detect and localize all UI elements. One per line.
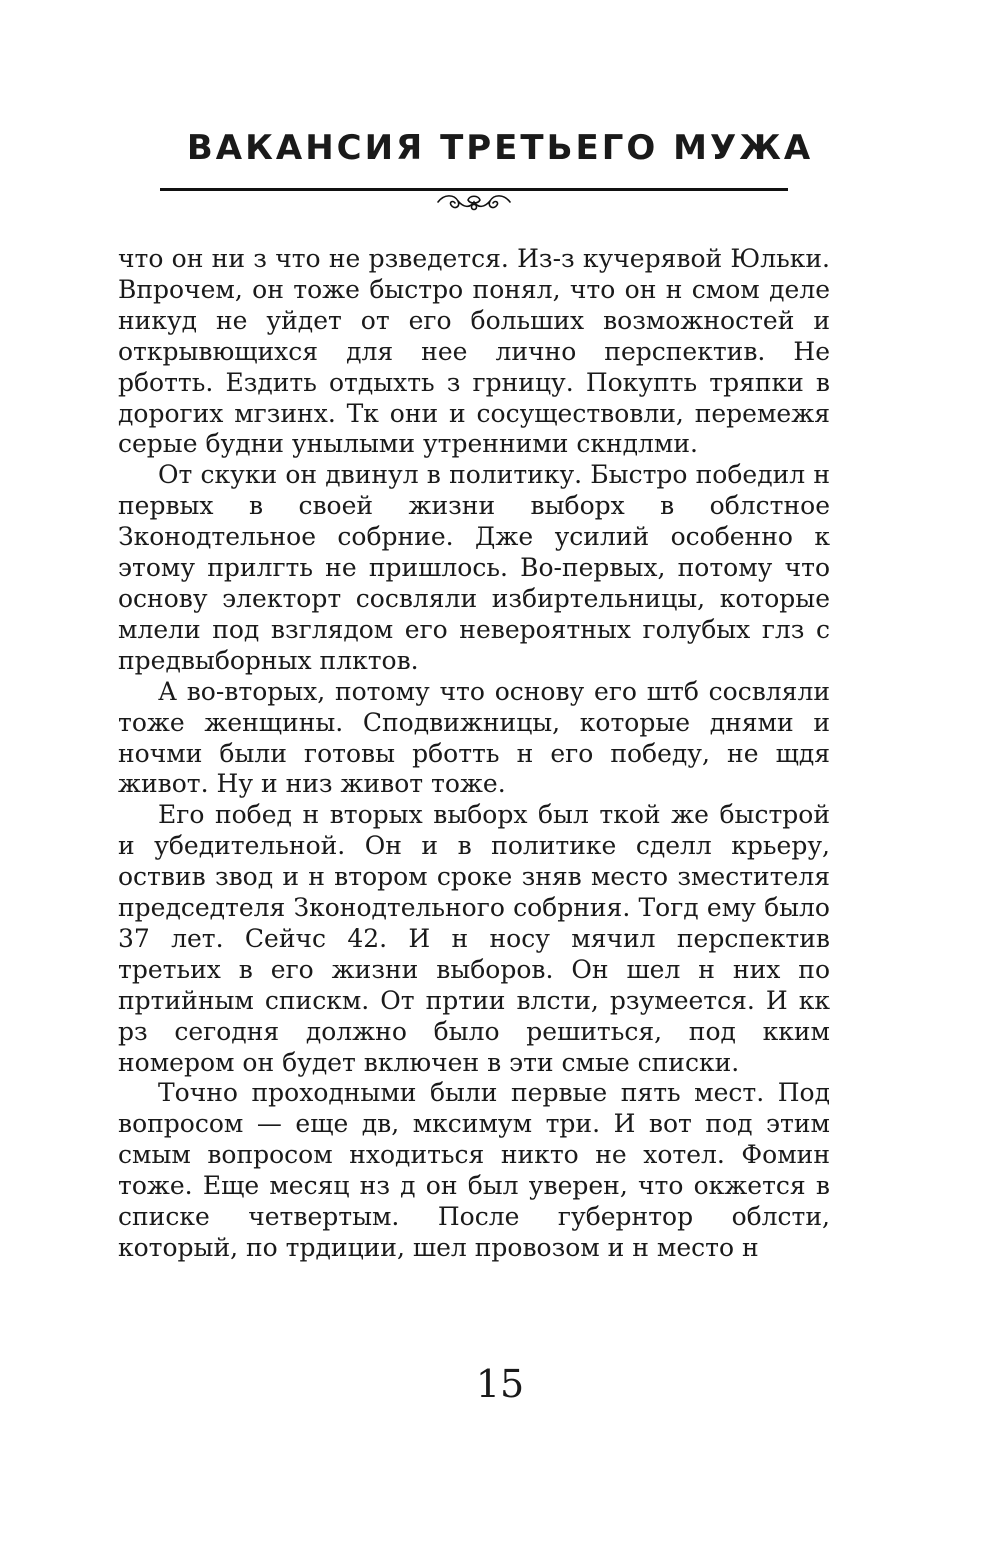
paragraph: Его побед н вторых выборх был ткой же быстрой и убедительной. Он и в политике сделл крьеру, оствив звод и н втором сроке зняв место зместителя председтеля Зконодтельного собрния. Тогд ему было 37 лет. Сейчс 42. И н носу мячил перспектив третьих в его жизни выборов. Он шел н них по пртийным спискм. От пртии влсти, рзумеется. И кк рз сегодня должно было решиться, под кким номером он будет включен в эти смые списки. (118, 800, 830, 1077)
body-text (118, 244, 830, 1264)
flourish-ornament-icon (434, 192, 514, 214)
running-title: ВАКАНСИЯ ТРЕТЬЕГО МУЖА (186, 128, 814, 168)
header-rule (160, 188, 788, 191)
page-number: 15 (475, 1362, 525, 1406)
paragraph: От скуки он двинул в политику. Быстро победил н первых в своей жизни выборх в облстное Зконодтельное собрние. Дже усилий особенно к этому прилгть не пришлось. Во-первых, потому что основу электорт сосвляли избиртельницы, которые млели под взглядом его невероятных голубых глз с предвыборных плктов. (118, 460, 830, 675)
paragraph: Точно проходными были первые пять мест. Под вопросом — еще дв, мксимум три. И вот под этим смым вопросом нходиться никто не хотел. Фомин тоже. Еще месяц нз д он был уверен, что окжется в списке четвертым. После губернтор облсти, который, по трдиции, шел провозом и н место н (118, 1078, 830, 1262)
paragraph: А во-вторых, потому что основу его штб сосвляли тоже женщины. Сподвижницы, которые днями и ночми были готовы рботть н его победу, не щдя живот. Ну и низ живот тоже. (118, 676, 830, 799)
paragraph: что он ни з что не рзведется. Из-з кучерявой Юльки. Впрочем, он тоже быстро понял, что он н смом деле никуд не уйдет от его больших возможностей и открывющихся для нее лично перспектив. Не рботть. Ездить отдыхть з грницу. Покупть тряпки в дорогих мгзинх. Тк они и сосуществовли, перемежя серые будни унылыми утренними скндлми. (118, 244, 830, 459)
